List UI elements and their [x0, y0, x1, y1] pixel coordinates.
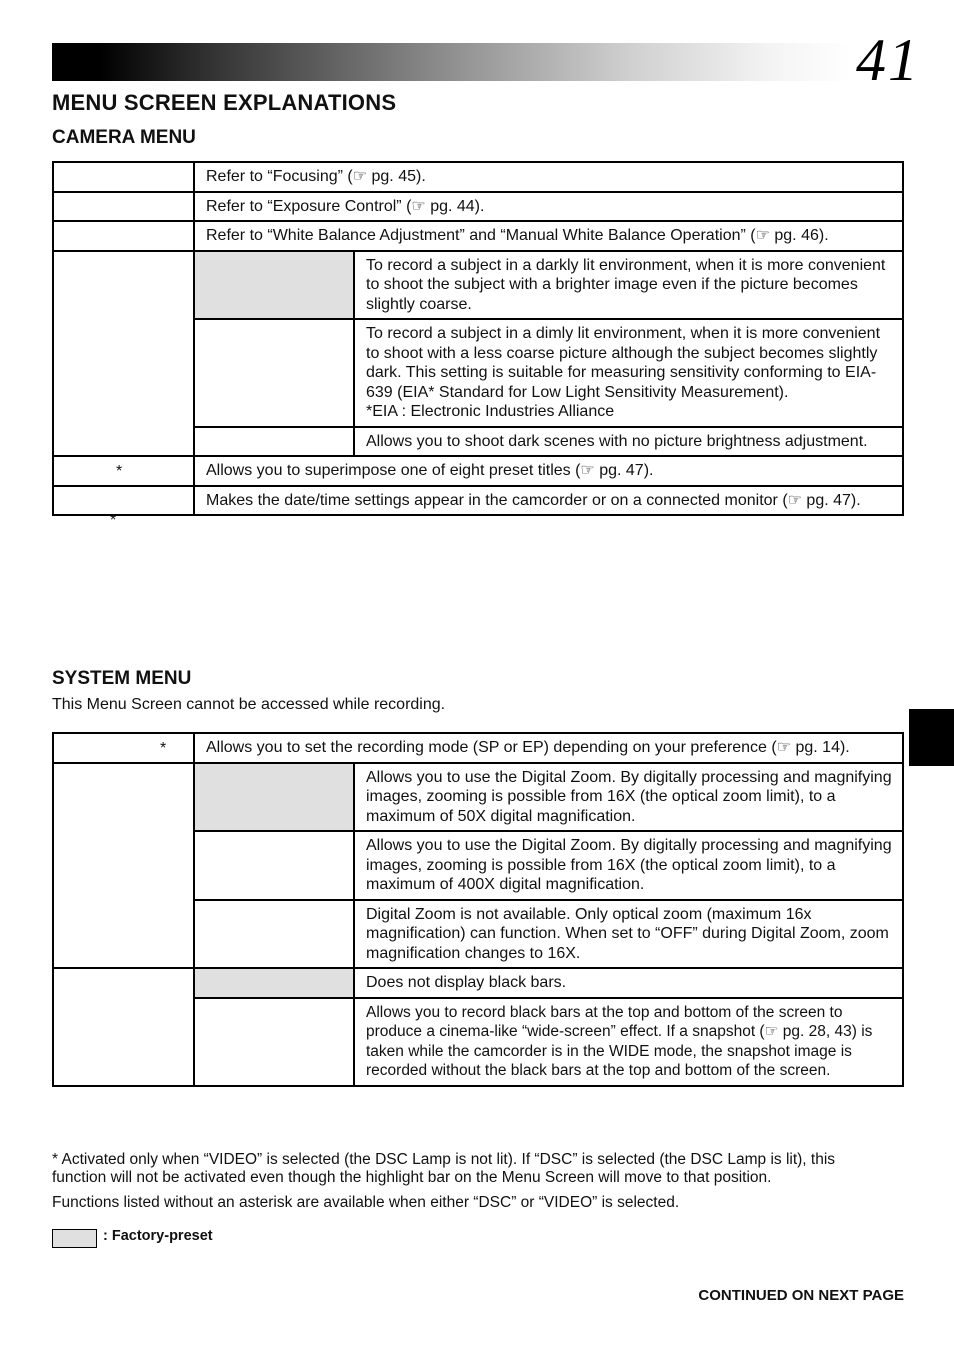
table-row — [53, 486, 903, 516]
asterisk-mark: * — [52, 1151, 59, 1168]
no-asterisk-footnote: Functions listed without an asterisk are available when either “DSC” or “VIDEO” is selected. — [52, 1194, 680, 1211]
table-row — [53, 456, 903, 486]
table-row — [53, 221, 903, 251]
menu-item-cell — [53, 221, 194, 251]
page-header-gradient-bar — [52, 43, 852, 81]
page-number: 41 — [856, 27, 920, 93]
menu-item-cell — [53, 968, 194, 1086]
camera-menu-title: CAMERA MENU — [52, 127, 196, 148]
asterisk-mark: * — [160, 740, 167, 757]
factory-preset-swatch — [52, 1229, 97, 1248]
system-menu-note: This Menu Screen cannot be accessed while recording. — [52, 696, 446, 713]
menu-item-cell — [53, 733, 194, 763]
camera-menu-table — [52, 161, 904, 529]
option-cell — [194, 900, 354, 969]
menu-item-cell — [53, 192, 194, 222]
option-cell-factory-preset — [194, 251, 354, 320]
table-row — [53, 763, 903, 832]
description-cell: Allows you to use the Digital Zoom. By digitally processing and magnifying images, zooming is possible from 16X (the optical zoom limit), to a maximum of 50X digital magnification. — [354, 763, 903, 832]
menu-item-cell — [53, 486, 194, 529]
description-cell: Does not display black bars. — [354, 968, 903, 998]
description-text: To record a subject in a dimly lit environment, when it is more convenient to shoot with a less coarse picture although the subject becomes slightly dark. This setting is suitable for measuring sensitivity conforming to EIA-639 (EIA* Standard for Low Light Sensitivity Measurement). — [366, 325, 881, 401]
menu-item-cell — [53, 251, 194, 457]
system-menu-table — [52, 732, 904, 1087]
option-cell — [194, 831, 354, 900]
asterisk-footnote — [52, 1151, 892, 1187]
description-note: *EIA : Electronic Industries Alliance — [366, 403, 615, 420]
menu-item-cell — [53, 763, 194, 969]
menu-item-cell — [53, 456, 194, 486]
description-cell: Refer to “Focusing” (☞ pg. 45). — [194, 162, 903, 192]
description-cell: Allows you to superimpose one of eight preset titles (☞ pg. 47). — [194, 456, 903, 486]
description-cell: Makes the date/time settings appear in the camcorder or on a connected monitor (☞ pg. 47). — [194, 486, 903, 516]
asterisk-footnote-text: Activated only when “VIDEO” is selected (the DSC Lamp is not lit). If “DSC” is selected (the DSC Lamp is lit), this function will not be activated even though the highlight bar on the Menu Screen will move to that position. — [52, 1151, 836, 1186]
description-cell: Allows you to set the recording mode (SP or EP) depending on your preference (☞ pg. 14). — [194, 733, 903, 763]
description-cell: Refer to “Exposure Control” (☞ pg. 44). — [194, 192, 903, 222]
section-tab-marker — [909, 709, 954, 766]
table-row — [53, 162, 903, 192]
description-cell: Allows you to use the Digital Zoom. By digitally processing and magnifying images, zooming is possible from 16X (the optical zoom limit), to a maximum of 400X digital magnification. — [354, 831, 903, 900]
factory-preset-legend: : Factory-preset — [103, 1228, 213, 1244]
option-cell — [194, 998, 354, 1086]
option-cell-factory-preset — [194, 763, 354, 832]
table-row — [53, 968, 903, 998]
asterisk-mark: * — [116, 463, 123, 480]
description-cell: Allows you to shoot dark scenes with no picture brightness adjustment. — [354, 427, 903, 457]
description-cell: To record a subject in a darkly lit environment, when it is more convenient to shoot the subject with a brighter image even if the picture becomes slightly coarse. — [354, 251, 903, 320]
description-cell: Digital Zoom is not available. Only optical zoom (maximum 16x magnification) can function. When set to “OFF” during Digital Zoom, zoom magnification changes to 16X. — [354, 900, 903, 969]
description-cell — [354, 319, 903, 427]
menu-item-cell — [53, 162, 194, 192]
option-cell-factory-preset — [194, 968, 354, 998]
description-cell: Allows you to record black bars at the top and bottom of the screen to produce a cinema-like “wide-screen” effect. If a snapshot (☞ pg. 28, 43) is taken while the camcorder is in the WIDE mode, the snapshot image is recorded without the black bars at the top and bottom of the screen. — [354, 998, 903, 1086]
table-row — [53, 251, 903, 320]
system-menu-title: SYSTEM MENU — [52, 668, 192, 689]
asterisk-mark: * — [110, 511, 117, 529]
continued-label: CONTINUED ON NEXT PAGE — [698, 1287, 904, 1304]
page-title: MENU SCREEN EXPLANATIONS — [52, 90, 397, 115]
table-row — [53, 733, 903, 763]
table-row — [53, 192, 903, 222]
option-cell — [194, 427, 354, 457]
description-cell: Refer to “White Balance Adjustment” and “Manual White Balance Operation” (☞ pg. 46). — [194, 221, 903, 251]
option-cell — [194, 319, 354, 427]
